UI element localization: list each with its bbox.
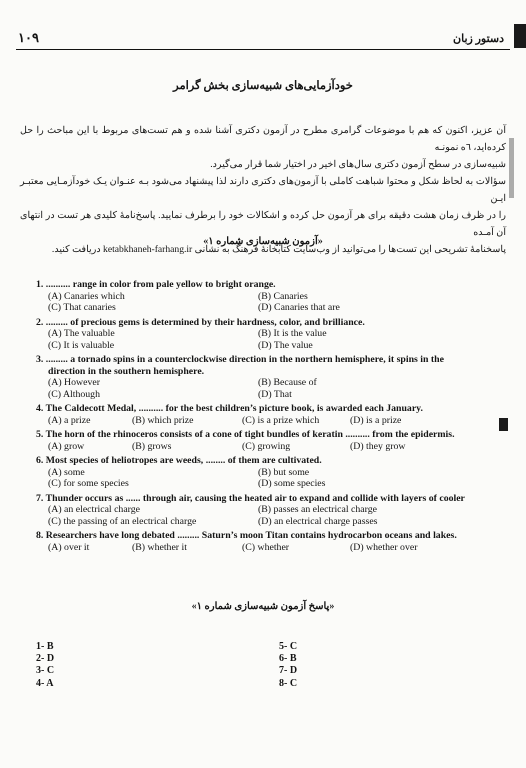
running-header-title: دستور زبان [453,33,504,45]
question-2 [36,317,496,352]
question-stem: 5. The horn of the rhinoceros consists of a cone of tight bundles of keratin .......... from the epidermis. [36,429,455,440]
question-3 [36,354,496,400]
option-b: (B) which prize [132,414,194,426]
option-c: (C) It is valuable [48,339,115,351]
option-c: (C) whether [242,541,290,553]
section-title: خودآزمایی‌های شبیه‌سازی بخش گرامر [173,80,353,92]
option-d: (D) they grow [350,440,406,452]
answer-key-left [36,641,54,690]
scan-smudge [509,138,514,198]
question-stem: 3. ......... a tornado spins in a counterclockwise direction in the northern hemisphere, it spins in the [36,354,444,365]
intro-line: آن عزیز، اکنون که هم با موضوعات گرامری مطرح در آزمون دکتری آشنا شده و هم تست‌های مربوط با این مباحث را حل کرده‌اید، ٦ه نمونـه [20,125,506,153]
option-a: (A) However [48,377,100,388]
answer-item: 8- C [279,677,298,689]
question-stem: 8. Researchers have long debated ......... Saturn’s moon Titan contains hydrocarbon oceans and lakes. [36,530,457,541]
intro-line: شبیه‌سازی در سطح آزمون دکتری سال‌های اخیر در اختیار شما قرار می‌گیرد. [210,159,506,170]
option-d: (D) Canaries that are [258,302,340,313]
question-stem: 6. Most species of heliotropes are weeds, ........ of them are cultivated. [36,455,322,466]
option-d: (D) The value [258,339,313,351]
option-a: (A) over it [48,541,90,553]
option-c: (C) growing [242,440,291,452]
option-b: (B) Canaries [258,290,308,302]
question-5 [36,429,496,452]
option-d: (D) That [258,388,292,400]
option-a: (A) some [48,466,85,478]
option-c: (C) the passing of an electrical charge [48,515,197,527]
option-d: (D) an electrical charge passes [258,515,378,527]
question-6 [36,455,496,490]
question-1 [36,279,496,314]
page-edge-mark [514,24,526,48]
answer-item: 5- C [279,641,298,652]
option-a: (A) The valuable [48,328,115,339]
intro-line: سؤالات به لحاظ شکل و محتوا شباهت کاملی با آزمون‌های دکتری دارند لذا پیشنهاد می‌شود بـه عنـوان یـک خودآزمـایی معتبـر ایـن [20,176,506,204]
answer-key-right [279,641,297,690]
question-stem: 2. ......... of precious gems is determined by their hardness, color, and brilliance. [36,316,365,328]
option-b: (B) Because of [258,377,317,388]
question-stem: 4. The Caldecott Medal, .......... for the best children’s picture book, is awarded each January. [36,403,423,414]
option-a: (A) Canaries which [48,290,125,302]
header-rule [16,49,510,50]
scan-smudge [499,418,508,431]
answer-item: 2- D [36,653,55,665]
answer-item: 6- B [279,653,297,665]
answer-item: 3- C [36,665,55,677]
answer-item: 4- A [36,677,54,689]
option-d: (D) whether over [350,541,418,553]
option-a: (A) grow [48,440,85,452]
question-stem: 1. .......... range in color from pale yellow to bright orange. [36,279,276,290]
option-b: (B) It is the value [258,328,327,339]
option-b: (B) whether it [132,541,187,553]
answers-title: «پاسخ آزمون شبیه‌سازی شماره ۱» [191,601,335,612]
intro-line: پاسخنامهٔ تشریحی این تست‌ها را می‌توانید از وب‌سایت کتابخانهٔ فرهنگ به نشانی ketabkhaneh-farhang.ir دریافت کنید. [51,244,506,255]
answer-item: 1- B [36,641,54,652]
option-b: (B) passes an electrical charge [258,504,377,515]
option-c: (C) is a prize which [242,414,320,426]
option-d: (D) is a prize [350,414,402,426]
question-list [36,279,496,556]
question-stem-continued: direction in the southern hemisphere. [48,365,205,377]
option-b: (B) grows [132,440,172,452]
intro-line: را در ظرف زمان هشت دقیقه برای هر آزمون حل کرده و اشکالات خود را برطرف نمایید. پاسخ‌نامهٔ کلیدی هر تست در انتهای آن آمـده [20,210,506,238]
question-stem: 7. Thunder occurs as ...... through air, causing the heated air to expand and collide with layers of cooler [36,492,465,504]
option-c: (C) Although [48,388,100,400]
option-c: (C) for some species [48,478,129,489]
test-title: «آزمون شبیه‌سازی شماره ۱» [203,236,323,247]
option-b: (B) but some [258,466,310,478]
question-7 [36,493,496,528]
question-8 [36,530,496,553]
option-a: (A) an electrical charge [48,504,141,515]
option-c: (C) That canaries [48,302,116,313]
option-d: (D) some species [258,478,326,489]
answer-item: 7- D [279,665,298,677]
question-4 [36,403,496,426]
page-number: ۱۰۹ [18,30,39,45]
option-a: (A) a prize [48,414,91,426]
